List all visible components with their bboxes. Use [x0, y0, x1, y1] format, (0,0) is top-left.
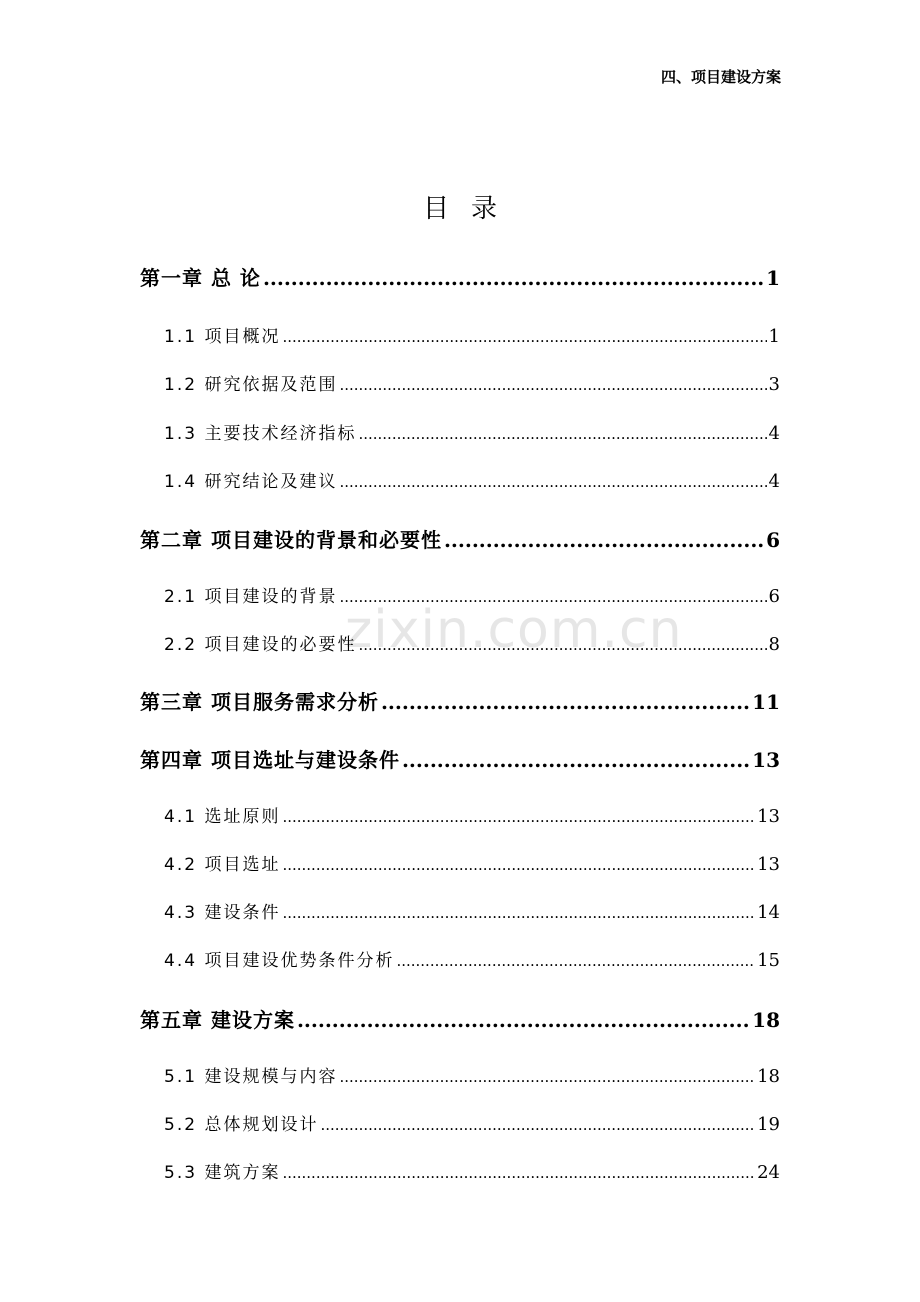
toc-entry-label: 第五章 建设方案: [140, 1008, 295, 1032]
toc-section-1-1[interactable]: [164, 322, 780, 347]
toc-leader-dots: [402, 748, 750, 772]
toc-leader-dots: [358, 636, 766, 654]
toc-page-number: 4: [768, 471, 780, 492]
toc-leader-dots: [339, 588, 766, 606]
toc-entry-label: 5.1 建设规模与内容: [164, 1067, 338, 1087]
toc-section-2-1[interactable]: [164, 582, 780, 607]
toc-entry-label: 第二章 项目建设的背景和必要性: [140, 528, 442, 552]
toc-section-5-2[interactable]: [164, 1110, 780, 1135]
toc-leader-dots: [339, 376, 766, 394]
page-title: 目录: [422, 194, 519, 224]
toc-entry-label: 4.1 选址原则: [164, 807, 281, 827]
toc-page-number: 13: [757, 854, 780, 875]
toc-page-number: 3: [768, 374, 780, 395]
toc-page-number: 15: [757, 950, 780, 971]
toc-section-1-2[interactable]: [164, 370, 780, 395]
toc-section-4-3[interactable]: [164, 898, 780, 923]
toc-leader-dots: [339, 473, 766, 491]
toc-page-number: 6: [768, 586, 780, 607]
toc-page-number: 18: [757, 1066, 780, 1087]
toc-leader-dots: [396, 952, 755, 970]
running-header: 四、项目建设方案: [660, 68, 781, 86]
toc-entry-label: 1.3 主要技术经济指标: [164, 424, 357, 444]
toc-entry-label: 5.2 总体规划设计: [164, 1115, 319, 1135]
toc-leader-dots: [282, 856, 755, 874]
toc-page-number: 11: [752, 690, 780, 714]
toc-chapter-4[interactable]: [140, 744, 780, 773]
toc-leader-dots: [339, 1068, 755, 1086]
toc-page-number: 24: [757, 1162, 780, 1183]
toc-entry-label: 第三章 项目服务需求分析: [140, 690, 379, 714]
toc-section-5-3[interactable]: [164, 1158, 780, 1183]
toc-page-number: 13: [752, 748, 780, 772]
toc-entry-label: 4.3 建设条件: [164, 903, 281, 923]
toc-entry-label: 4.4 项目建设优势条件分析: [164, 951, 395, 971]
toc-section-5-1[interactable]: [164, 1062, 780, 1087]
toc-leader-dots: [282, 904, 755, 922]
toc-chapter-5[interactable]: [140, 1004, 780, 1033]
toc-page-number: 6: [766, 528, 780, 552]
toc-entry-label: 1.2 研究依据及范围: [164, 375, 338, 395]
toc-leader-dots: [282, 1164, 755, 1182]
toc-leader-dots: [263, 266, 764, 290]
toc-leader-dots: [320, 1116, 755, 1134]
toc-entry-label: 5.3 建筑方案: [164, 1163, 281, 1183]
toc-chapter-1[interactable]: [140, 262, 780, 291]
toc-page-number: 14: [757, 902, 780, 923]
toc-section-4-4[interactable]: [164, 946, 780, 971]
toc-entry-label: 2.1 项目建设的背景: [164, 587, 338, 607]
toc-entry-label: 第一章 总 论: [140, 266, 261, 290]
toc-section-4-2[interactable]: [164, 850, 780, 875]
toc-leader-dots: [444, 528, 764, 552]
toc-section-1-3[interactable]: [164, 419, 780, 444]
toc-section-2-2[interactable]: [164, 630, 780, 655]
toc-section-4-1[interactable]: [164, 802, 780, 827]
toc-leader-dots: [282, 808, 755, 826]
toc-leader-dots: [381, 690, 750, 714]
toc-leader-dots: [282, 328, 766, 346]
toc-entry-label: 第四章 项目选址与建设条件: [140, 748, 400, 772]
toc-entry-label: 4.2 项目选址: [164, 855, 281, 875]
toc-page-number: 1: [766, 266, 780, 290]
toc-chapter-2[interactable]: [140, 524, 780, 553]
toc-page-number: 1: [768, 326, 780, 347]
toc-page-number: 18: [752, 1008, 780, 1032]
watermark: zixin.com.cn: [345, 600, 683, 660]
toc-leader-dots: [297, 1008, 750, 1032]
toc-chapter-3[interactable]: [140, 686, 780, 715]
toc-leader-dots: [358, 425, 766, 443]
toc-entry-label: 2.2 项目建设的必要性: [164, 635, 357, 655]
toc-entry-label: 1.4 研究结论及建议: [164, 472, 338, 492]
toc-page-number: 13: [757, 806, 780, 827]
toc-page-number: 19: [757, 1114, 780, 1135]
toc-section-1-4[interactable]: [164, 467, 780, 492]
toc-entry-label: 1.1 项目概况: [164, 327, 281, 347]
toc-page-number: 8: [768, 634, 780, 655]
toc-page-number: 4: [768, 423, 780, 444]
